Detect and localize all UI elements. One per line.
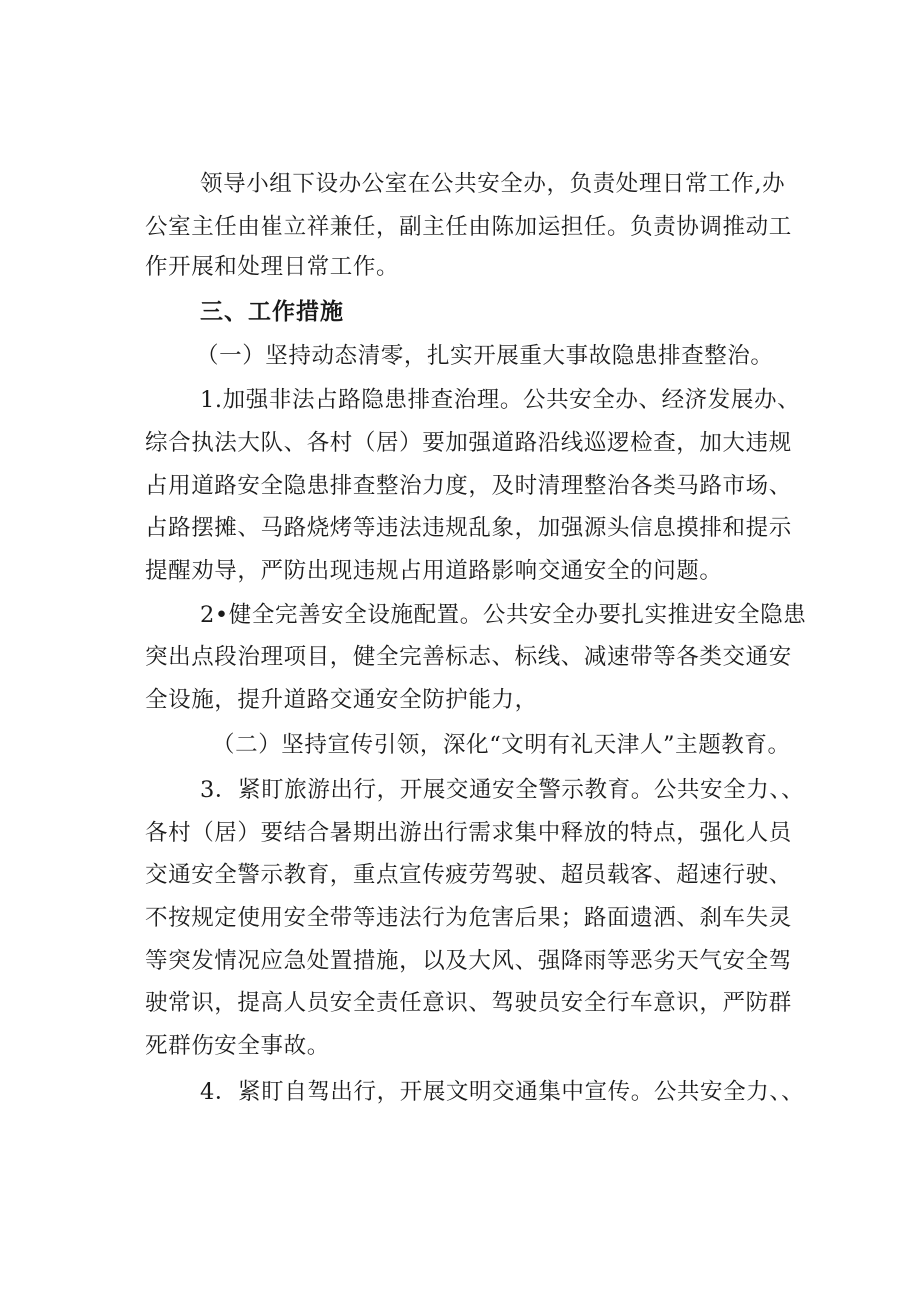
- paragraph-line: 4．紧盯自驾出行，开展文明交通集中宣传。公共安全力、、: [200, 1079, 805, 1105]
- paragraph-line: 全设施，提升道路交通安全防护能力，: [145, 687, 538, 713]
- paragraph-line: 作开展和处理日常工作。: [145, 254, 400, 280]
- paragraph-line: 公室主任由崔立祥兼任，副主任由陈加运担任。负责协调推动工: [145, 214, 792, 240]
- paragraph-line: 交通安全警示教育，重点宣传疲劳驾驶、超员载客、超速行驶、: [145, 862, 792, 888]
- paragraph-line: 占路摆摊、马路烧烤等违法违规乱象，加强源头信息摸排和提示: [145, 515, 792, 541]
- section-heading: 三、工作措施: [200, 299, 344, 325]
- paragraph-line: 占用道路安全隐患排查整治力度，及时清理整治各类马路市场、: [145, 473, 792, 499]
- paragraph-line: 提醒劝导，严防出现违规占用道路影响交通安全的问题。: [145, 558, 723, 584]
- paragraph-line: 3．紧盯旅游出行，开展交通安全警示教育。公共安全力、、: [200, 777, 805, 803]
- paragraph-line: 突出点段治理项目，健全完善标志、标线、减速带等各类交通安: [145, 644, 792, 670]
- paragraph-line: 综合执法大队、各村（居）要加强道路沿线巡逻检查，加大违规: [145, 430, 792, 456]
- paragraph-line: 等突发情况应急处置措施，以及大风、强降雨等恶劣天气安全驾: [145, 948, 792, 974]
- paragraph-line: 不按规定使用安全带等违法行为危害后果；路面遗洒、刹车失灵: [145, 905, 792, 931]
- paragraph-line: 领导小组下设办公室在公共安全办，负责处理日常工作,办: [200, 171, 786, 197]
- paragraph-line: 死群伤安全事故。: [145, 1033, 330, 1059]
- sub-heading: （二）坚持宣传引领，深化“文明有礼天津人”主题教育。: [212, 732, 791, 758]
- paragraph-line: 各村（居）要结合暑期出游出行需求集中释放的特点，强化人员: [145, 820, 792, 846]
- paragraph-line: 1.加强非法占路隐患排查治理。公共安全办、经济发展办、: [200, 387, 801, 413]
- sub-heading: （一）坚持动态清零，扎实开展重大事故隐患排查整治。: [196, 343, 774, 369]
- paragraph-line: 驶常识，提高人员安全责任意识、驾驶员安全行车意识，严防群: [145, 990, 792, 1016]
- paragraph-line: 2•健全完善安全设施配置。公共安全办要扎实推进安全隐患: [200, 602, 807, 628]
